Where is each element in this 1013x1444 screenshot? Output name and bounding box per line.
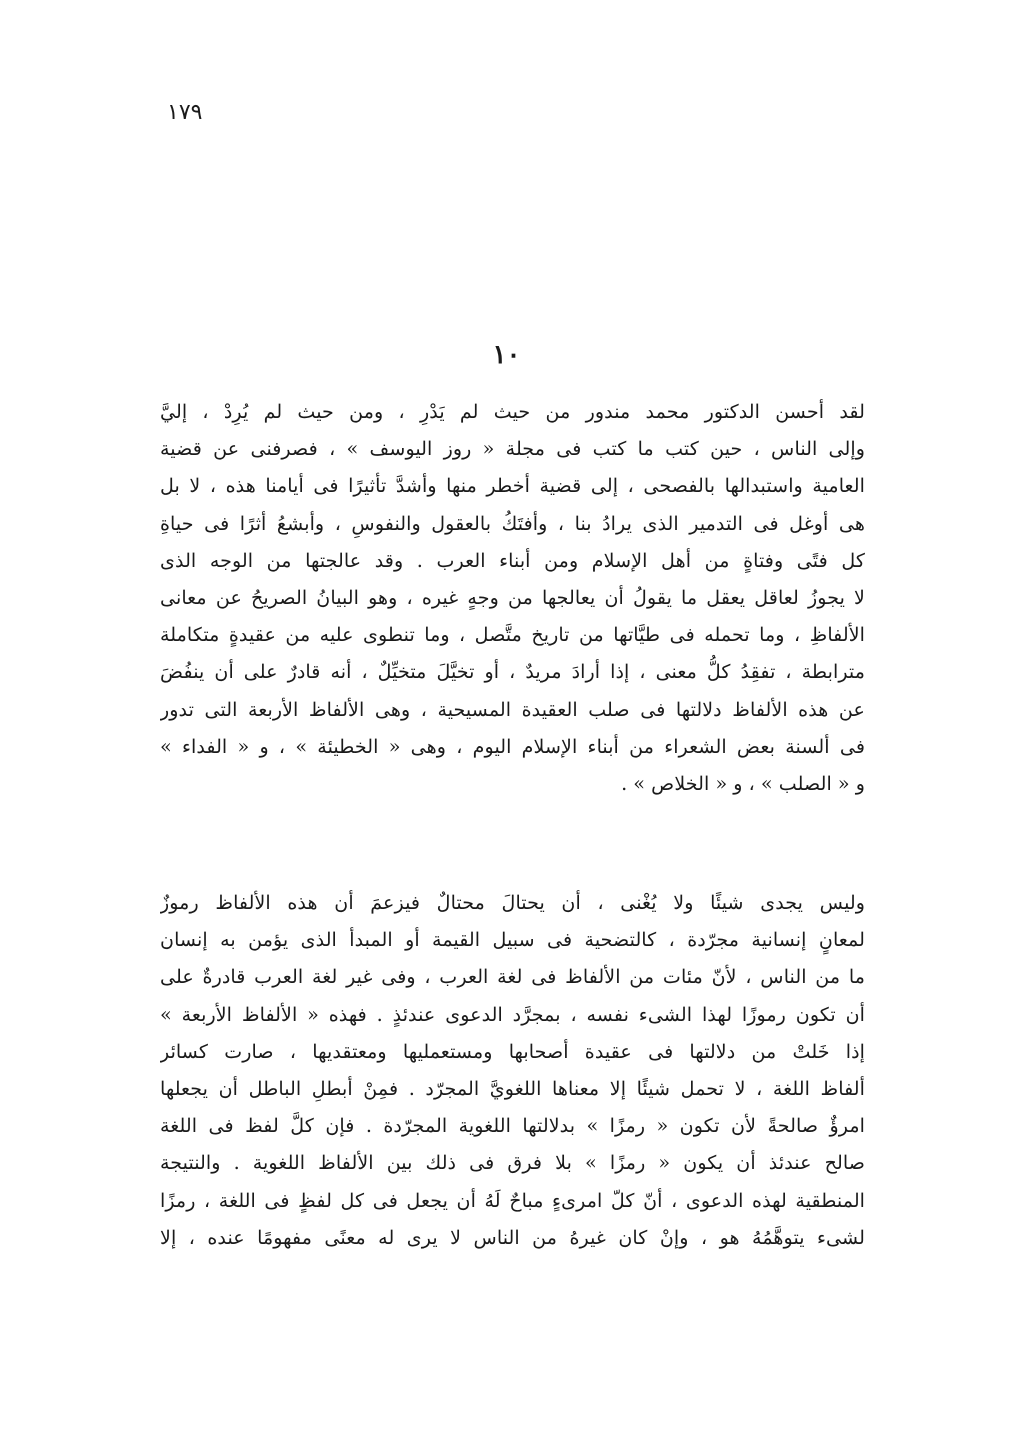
chapter-number: ١٠ bbox=[492, 340, 521, 370]
paragraph-line: وإلى الناس ، حين كتب ما كتب فى مجلة « روز اليوسف » ، فصرفنى عن قضية bbox=[160, 437, 865, 461]
paragraph-line: إذا خَلتْ من دلالتها فى عقيدة أصحابها ومستعمليها ومعتقديها ، صارت كسائر bbox=[160, 1039, 865, 1063]
paragraph-line: هى أوغل فى التدمير الذى يرادُ بنا ، وأفتَكُ بالعقول والنفوسِ ، وأبشعُ أثرًا فى حياةِ bbox=[160, 511, 865, 535]
paragraph-line: لا يجوزُ لعاقل يعقل ما يقولُ أن يعالجها من وجهٍ غيره ، وهو البيانُ الصريحُ عن معانى bbox=[160, 585, 865, 609]
paragraph-line: الألفاظِ ، وما تحمله فى طيَّاتها من تاريخ متَّصل ، وما تنطوى عليه من عقيدةٍ متكاملة bbox=[160, 623, 865, 647]
paragraph-1 bbox=[160, 393, 865, 802]
paragraph-line: وليس يجدى شيئًا ولا يُغْنى ، أن يحتالَ محتالٌ فيزعمَ أن هذه الألفاظ رموزٌ bbox=[160, 891, 865, 914]
paragraph-line: امرؤٌ صالحةً لأن تكون « رمزًا » بدلالتها اللغوية المجرّدة . فإن كلَّ لفظ فى اللغة bbox=[160, 1114, 865, 1138]
paragraph-line: العامية واستبدالها بالفصحى ، إلى قضية أخطر منها وأشدَّ تأثيرًا فى أيامنا هذه ، لا بل bbox=[160, 474, 865, 498]
paragraph-line: لمعانٍ إنسانية مجرّدة ، كالتضحية فى سبيل القيمة أو المبدأ الذى يؤمن به إنسان bbox=[160, 928, 865, 952]
paragraph-line: صالح عندئذ أن يكون « رمزًا » بلا فرق فى ذلك بين الألفاظ اللغوية . والنتيجة bbox=[160, 1151, 865, 1175]
paragraph-2 bbox=[160, 884, 865, 1256]
paragraph-line: فى ألسنة بعض الشعراء من أبناء الإسلام اليوم ، وهى « الخطيئة » ، و « الفداء » bbox=[160, 734, 865, 758]
paragraph-line: أن تكون رموزًا لهذا الشىء نفسه ، بمجرَّد الدعوى عندئذٍ . فهذه « الألفاظ الأربعة » bbox=[160, 1002, 865, 1026]
paragraph-line: لقد أحسن الدكتور محمد مندور من حيث لم يَدْرِ ، ومن حيث لم يُرِدْ ، إليَّ bbox=[160, 400, 865, 423]
paragraph-line: المنطقية لهذه الدعوى ، أنّ كلّ امرىءٍ مباحٌ لَهُ أن يجعل فى كل لفظٍ فى اللغة ، رمزًا bbox=[160, 1188, 865, 1212]
paragraph-line: ما من الناس ، لأنّ مئات من الألفاظ فى لغة العرب ، وفى غير لغة العرب قادرةٌ على bbox=[160, 965, 865, 989]
paragraph-line: عن هذه الألفاظ دلالتها فى صلب العقيدة المسيحية ، وهى الألفاظ الأربعة التى تدور bbox=[160, 697, 865, 721]
paragraph-line: مترابطة ، تفقِدُ كلُّ معنى ، إذا أرادَ مريدٌ ، أو تخيَّلَ متخيِّلٌ ، أنه قادرٌ على أن ينفُضَ bbox=[160, 660, 865, 684]
paragraph-line: و « الصلب » ، و « الخلاص » . bbox=[621, 771, 865, 795]
page-number: ١٧٩ bbox=[167, 100, 203, 125]
paragraph-line: ألفاظ اللغة ، لا تحمل شيئًا إلا معناها اللغويَّ المجرّد . فمِنْ أبطلِ الباطل أن يجعلها bbox=[160, 1076, 865, 1100]
paragraph-line: لشىء يتوهَّمُهُ هو ، وإنْ كان غيرهُ من الناس لا يرى له معنًى مفهومًا عنده ، إلا bbox=[160, 1225, 865, 1249]
paragraph-line: كل فتًى وفتاةٍ من أهل الإسلام ومن أبناء العرب . وقد عالجتها من الوجه الذى bbox=[160, 548, 865, 572]
